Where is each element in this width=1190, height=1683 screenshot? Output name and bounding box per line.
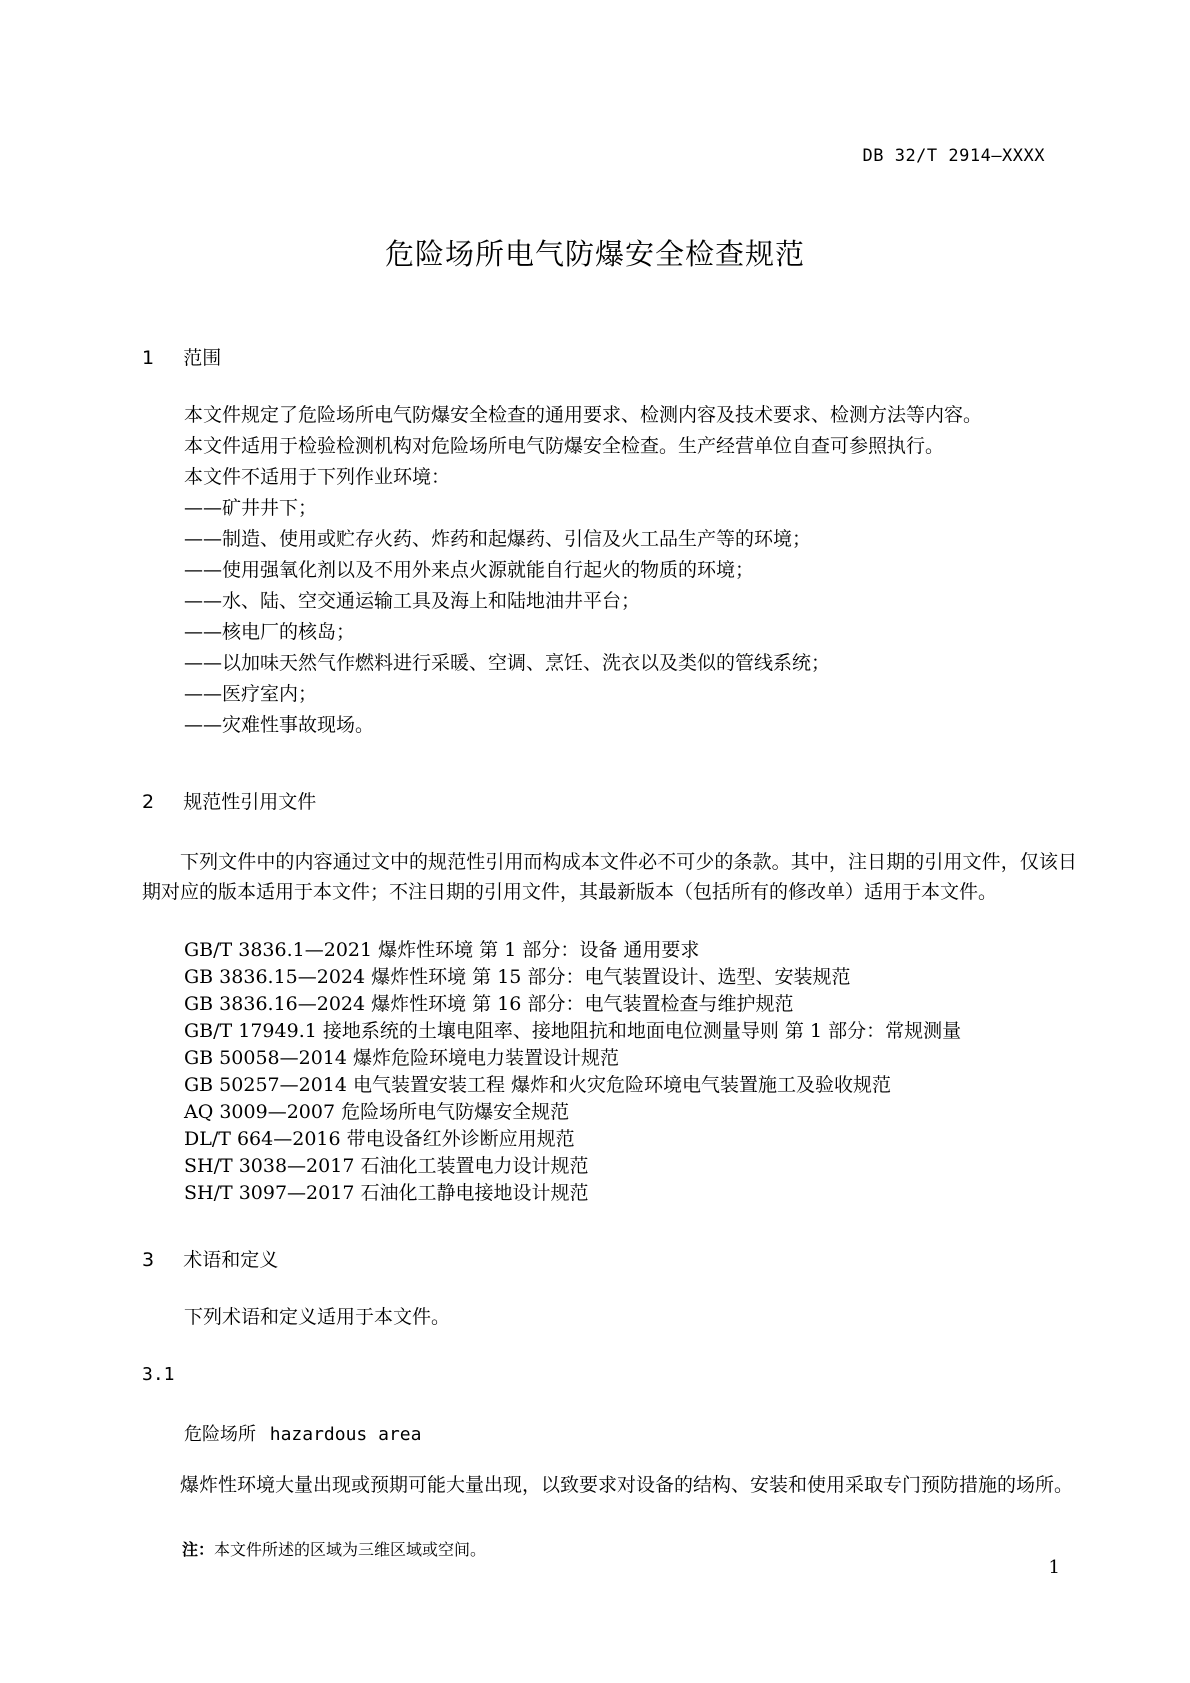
reference-item: GB 3836.15—2024 爆炸性环境 第 15 部分：电气装置设计、选型、安装规范 [184,966,851,988]
section-title: 术语和定义 [183,1249,279,1271]
reference-item: GB/T 3836.1—2021 爆炸性环境 第 1 部分：设备 通用要求 [184,939,700,961]
note-text: 本文件所述的区域为三维区域或空间。 [214,1540,487,1559]
section-title: 范围 [183,347,222,369]
reference-item: GB 3836.16—2024 爆炸性环境 第 16 部分：电气装置检查与维护规范 [184,993,794,1015]
reference-item: GB/T 17949.1 接地系统的土壤电阻率、接地阻抗和地面电位测量导则 第 1 部分：常规测量 [184,1020,962,1042]
section-number: 3 [142,1249,155,1271]
scope-line: 本文件适用于检验检测机构对危险场所电气防爆安全检查。生产经营单位自查可参照执行。 [184,435,945,457]
reference-item: GB 50058—2014 爆炸危险环境电力装置设计规范 [184,1047,620,1069]
scope-line: 本文件规定了危险场所电气防爆安全检查的通用要求、检测内容及技术要求、检测方法等内容。 [184,404,983,426]
reference-item: SH/T 3038—2017 石油化工装置电力设计规范 [184,1155,589,1177]
exclusion-item: ——核电厂的核岛； [184,621,356,643]
section-1-heading [142,343,221,370]
exclusion-item: ——医疗室内； [184,683,318,705]
term-chinese: 危险场所 [184,1424,256,1445]
section-title: 规范性引用文件 [183,791,317,813]
reference-list [184,937,961,1207]
note [182,1537,486,1560]
note-label: 注： [182,1540,215,1559]
section-number: 2 [142,791,155,813]
terms-intro: 下列术语和定义适用于本文件。 [184,1306,451,1328]
reference-item: SH/T 3097—2017 石油化工静电接地设计规范 [184,1182,589,1204]
exclusion-item: ——使用强氧化剂以及不用外来点火源就能自行起火的物质的环境； [184,559,755,581]
exclusion-item: ——矿井井下； [184,497,318,519]
section-3-heading [142,1245,278,1272]
document-number: DB 32/T 2914—XXXX [862,146,1045,166]
reference-item: AQ 3009—2007 危险场所电气防爆安全规范 [184,1101,570,1123]
term-english: hazardous area [269,1424,422,1445]
term-definition: 爆炸性环境大量出现或预期可能大量出现，以致要求对设备的结构、安装和使用采取专门预防措施的场所。 [180,1474,1074,1496]
exclusion-item: ——水、陆、空交通运输工具及海上和陆地油井平台； [184,590,641,612]
exclusion-item: ——以加味天然气作燃料进行采暖、空调、烹饪、洗衣以及类似的管线系统； [184,652,831,674]
section-1-body [184,400,982,741]
exclusion-item: ——制造、使用或贮存火药、炸药和起爆药、引信及火工品生产等的环境； [184,528,812,550]
reference-item: DL/T 664—2016 带电设备红外诊断应用规范 [184,1128,575,1150]
section-number: 1 [142,347,155,369]
normative-references-intro: 下列文件中的内容通过文中的规范性引用而构成本文件必不可少的条款。其中，注日期的引用文件，仅该日期对应的版本适用于本文件；不注日期的引用文件，其最新版本（包括所有的修改单）适用于本文件。 [142,851,1077,903]
document-title: 危险场所电气防爆安全检查规范 [384,237,805,271]
page-number: 1 [1048,1557,1060,1578]
term-heading [184,1420,421,1446]
exclusion-item: ——灾难性事故现场。 [184,714,375,736]
scope-line: 本文件不适用于下列作业环境： [184,466,451,488]
term-number: 3.1 [142,1364,175,1385]
reference-item: GB 50257—2014 电气装置安装工程 爆炸和火灾危险环境电气装置施工及验收规范 [184,1074,892,1096]
section-2-heading [142,787,316,814]
